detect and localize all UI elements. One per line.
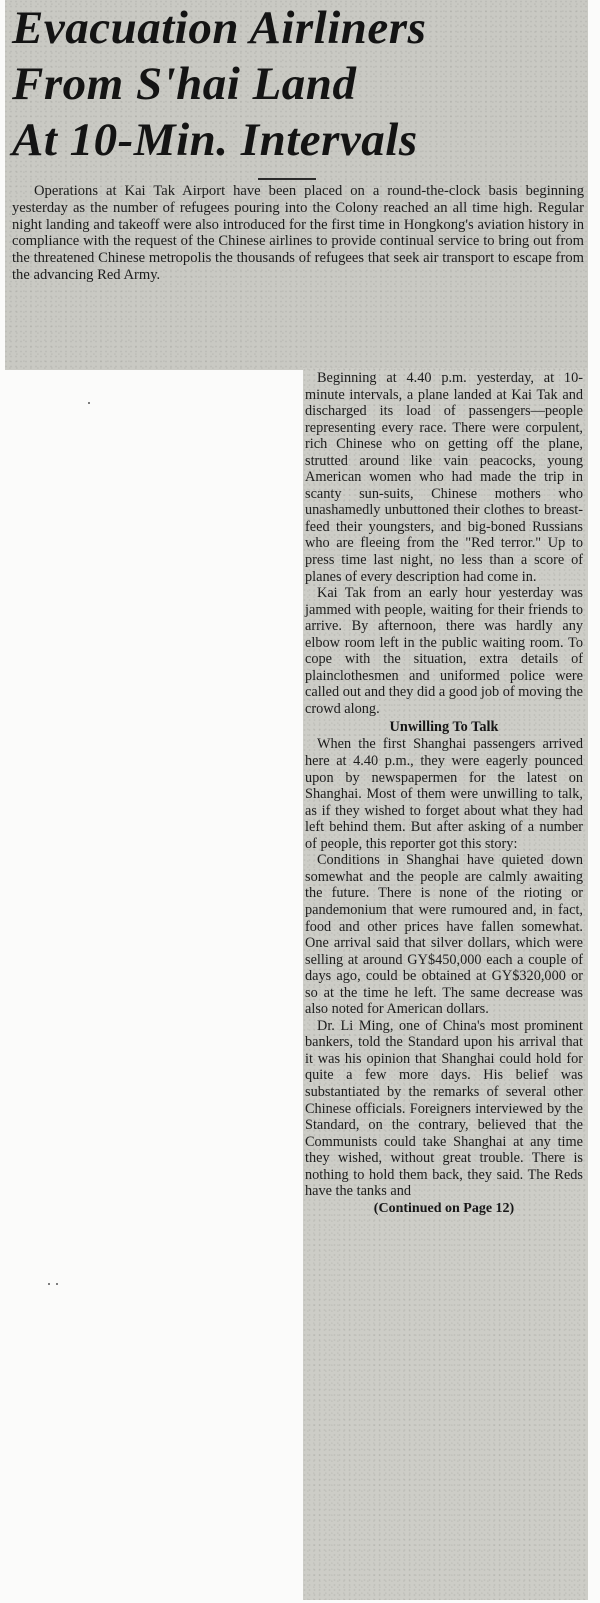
continued-note: (Continued on Page 12): [373, 1200, 515, 1216]
headline: [12, 0, 582, 168]
paper-speck: [48, 1283, 50, 1285]
paragraph-newspapermen: When the first Shanghai passengers arrived here at 4.40 p.m., they were eagerly pounced upon by newspapermen for the latest on Shanghai. Most of them were unwilling to talk, as if they wished to forget about what they had left behind them. But after asking of a number of people, this reporter got this story:: [305, 736, 583, 852]
paragraph-crowd: Kai Tak from an early hour yesterday was jammed with people, waiting for their friends to arrive. By afternoon, there was hardly any elbow room left in the public waiting room. To cope with the situation, extra details of plainclothesmen and uniformed police were called out and they did a good job of moving the crowd along.: [305, 585, 583, 717]
paper-speck: [88, 402, 90, 404]
subhead: Unwilling To Talk: [389, 719, 499, 736]
paragraph-li-ming: Dr. Li Ming, one of China's most prominent bankers, told the Standard upon his arrival that it was his opinion that Shanghai could hold for quite a few more days. His belief was substantiated by the remarks of several other Chinese officials. Foreigners interviewed by the Standard, on the contrary, believed that the Communists could take Shanghai at any time they wished, without great trouble. There is nothing to hold them back, they said. The Reds have the tanks and: [305, 1017, 583, 1200]
paragraph-conditions: Conditions in Shanghai have quieted down somewhat and the people are calmly awaiting the future. There is none of the rioting or pandemonium that were rumoured and, in fact, food and other prices have fallen somewhat. One arrival said that silver dollars, which were selling at around GY$450,000 each a couple of days ago, could be obtained at GY$320,000 or so at the time he left. The same decrease was also noted for American dollars.: [305, 852, 583, 1018]
article-column: [305, 370, 583, 1217]
headline-divider: [258, 178, 316, 180]
headline-line-1: Evacuation Airliners: [12, 2, 427, 54]
lead-paragraph: Operations at Kai Tak Airport have been placed on a round-the-clock basis beginning yesterday as the number of refugees pouring into the Colony reached an all time high. Regular night landing and takeoff were also introduced for the first time in Hongkong's aviation history in compliance with the request of the Chinese airlines to provide continual service to bring out from the threatened Chinese metropolis the thousands of refugees that seek air transport to escape from the advancing Red Army.: [12, 183, 584, 283]
paragraph-arrivals: Beginning at 4.40 p.m. yesterday, at 10-minute intervals, a plane landed at Kai Tak and discharged its load of passengers—people representing every race. There were corpulent, rich Chinese who on getting off the plane, strutted around like vain peacocks, young American women who had made the trip in scanty sun-suits, Chinese mothers who unashamedly unbuttoned their clothes to breast-feed their youngsters, and big-boned Russians who are fleeing from the "Red terror." Up to press time last night, no less than a score of planes of every description had come in.: [305, 370, 583, 585]
paper-speck: [56, 1283, 58, 1285]
headline-line-2: From S'hai Land: [12, 58, 357, 110]
headline-line-3: At 10-Min. Intervals: [12, 114, 418, 166]
